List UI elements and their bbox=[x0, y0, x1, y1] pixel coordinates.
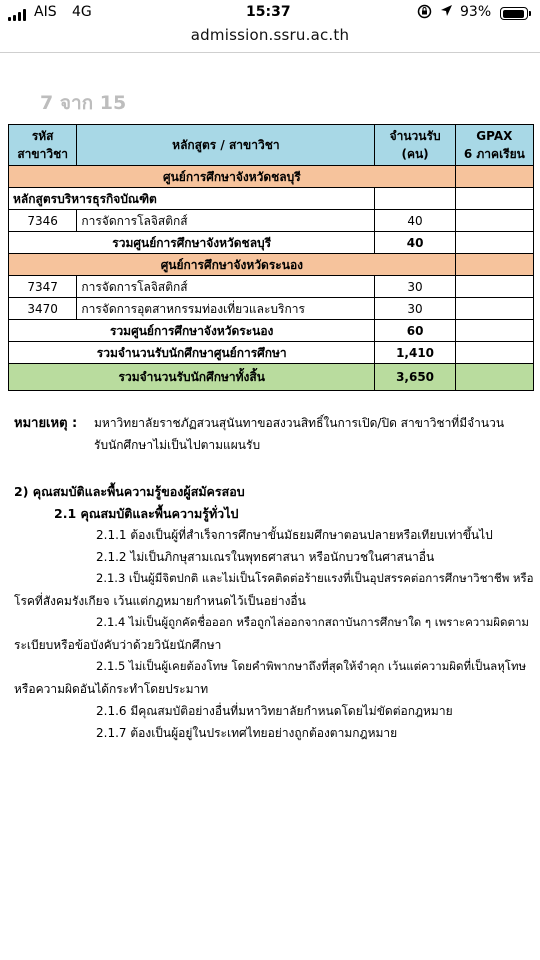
centers-total-row bbox=[9, 342, 534, 364]
requirement-line: โรคที่สังคมรังเกียจ เว้นแต่กฎหมายกำหนดไว้เป็นอย่างอื่น bbox=[14, 594, 306, 608]
program-name: การจัดการโลจิสติกส์ bbox=[77, 210, 375, 232]
degree-row bbox=[9, 188, 534, 210]
subtotal-label: รวมศูนย์การศึกษาจังหวัดระนอง bbox=[9, 320, 375, 342]
battery-icon bbox=[500, 7, 528, 20]
subtotal-value: 60 bbox=[375, 320, 455, 342]
centers-total-label: รวมจำนวนรับนักศึกษาศูนย์การศึกษา bbox=[9, 342, 375, 364]
admission-quota-table bbox=[8, 124, 534, 391]
subtotal-label: รวมศูนย์การศึกษาจังหวัดชลบุรี bbox=[9, 232, 375, 254]
network-type-label: 4G bbox=[72, 4, 92, 20]
center-title: ศูนย์การศึกษาจังหวัดระนอง bbox=[9, 254, 456, 276]
header-code: รหัส สาขาวิชา bbox=[9, 125, 77, 166]
program-name: การจัดการโลจิสติกส์ bbox=[77, 276, 375, 298]
page-indicator: 7 จาก 15 bbox=[40, 92, 127, 114]
clock: 15:37 bbox=[246, 4, 291, 20]
requirement-line: 2.1.6 มีคุณสมบัติอย่างอื่นที่มหาวิทยาลัยกำหนดโดยไม่ขัดต่อกฎหมาย bbox=[96, 704, 453, 718]
program-name: การจัดการอุตสาหกรรมท่องเที่ยวและบริการ bbox=[77, 298, 375, 320]
requirement-line: 2.1.5 ไม่เป็นผู้เคยต้องโทษ โดยคำพิพากษาถึงที่สุดให้จำคุก เว้นแต่ความผิดที่เป็นลหุโทษ bbox=[96, 659, 527, 673]
grand-total-label: รวมจำนวนรับนักศึกษาทั้งสิ้น bbox=[9, 364, 375, 391]
header-seats: จำนวนรับ (คน) bbox=[375, 125, 455, 166]
program-seats: 30 bbox=[375, 276, 455, 298]
requirement-line: 2.1.7 ต้องเป็นผู้อยู่ในประเทศไทยอย่างถูกต้องตามกฎหมาย bbox=[96, 726, 398, 740]
orientation-lock-icon bbox=[417, 4, 432, 23]
center-heading-row bbox=[9, 254, 534, 276]
table-row bbox=[9, 276, 534, 298]
note-text: มหาวิทยาลัยราชภัฏสวนสุนันทาขอสงวนสิทธิ์ในการเปิด/ปิด สาขาวิชาที่มีจำนวนรับนักศึกษาไม่เป็นไปตามแผนรับ bbox=[94, 416, 505, 452]
grand-total-row bbox=[9, 364, 534, 391]
signal-strength-icon bbox=[8, 9, 30, 21]
requirement-line: 2.1.2 ไม่เป็นภิกษุสามเณรในพุทธศาสนา หรือนักบวชในศาสนาอื่น bbox=[96, 550, 435, 564]
degree-title: หลักสูตรบริหารธุรกิจบัณฑิต bbox=[9, 188, 375, 210]
subtotal-row bbox=[9, 232, 534, 254]
header-program: หลักสูตร / สาขาวิชา bbox=[77, 125, 375, 166]
program-code: 3470 bbox=[9, 298, 77, 320]
requirement-line: 2.1.1 ต้องเป็นผู้ที่สำเร็จการศึกษาขั้นมัธยมศึกษาตอนปลายหรือเทียบเท่าขึ้นไป bbox=[96, 528, 493, 542]
program-code: 7347 bbox=[9, 276, 77, 298]
note-label: หมายเหตุ : bbox=[14, 416, 78, 431]
center-title: ศูนย์การศึกษาจังหวัดชลบุรี bbox=[9, 166, 456, 188]
table-header-row bbox=[9, 125, 534, 166]
battery-percent: 93% bbox=[460, 4, 492, 20]
requirement-line: 2.1.3 เป็นผู้มีจิตปกติ และไม่เป็นโรคติดต่อร้ายแรงที่เป็นอุปสรรคต่อการศึกษาวิชาชีพ หรือ bbox=[96, 571, 534, 585]
program-seats: 30 bbox=[375, 298, 455, 320]
grand-total-value: 3,650 bbox=[375, 364, 455, 391]
program-code: 7346 bbox=[9, 210, 77, 232]
center-heading-row bbox=[9, 166, 534, 188]
subsection-title: 2.1 คุณสมบัติและพื้นความรู้ทั่วไป bbox=[54, 506, 239, 521]
toolbar-divider bbox=[0, 52, 540, 53]
table-row bbox=[9, 298, 534, 320]
location-arrow-icon bbox=[440, 4, 453, 21]
carrier-label: AIS bbox=[34, 4, 57, 20]
requirement-line: หรือความผิดอันได้กระทำโดยประมาท bbox=[14, 682, 209, 696]
subtotal-row bbox=[9, 320, 534, 342]
status-bar bbox=[0, 0, 540, 24]
section-title: 2) คุณสมบัติและพื้นความรู้ของผู้สมัครสอบ bbox=[14, 484, 245, 499]
header-gpax: GPAX 6 ภาคเรียน bbox=[455, 125, 533, 166]
centers-total-value: 1,410 bbox=[375, 342, 455, 364]
requirement-line: 2.1.4 ไม่เป็นผู้ถูกคัดชื่อออก หรือถูกไล่ออกจากสถาบันการศึกษาใด ๆ เพราะความผิดตาม bbox=[96, 615, 529, 629]
program-seats: 40 bbox=[375, 210, 455, 232]
subtotal-value: 40 bbox=[375, 232, 455, 254]
address-bar-url[interactable]: admission.ssru.ac.th bbox=[190, 26, 350, 44]
requirement-line: ระเบียบหรือข้อบังคับว่าด้วยวินัยนักศึกษา bbox=[14, 638, 222, 652]
table-row bbox=[9, 210, 534, 232]
